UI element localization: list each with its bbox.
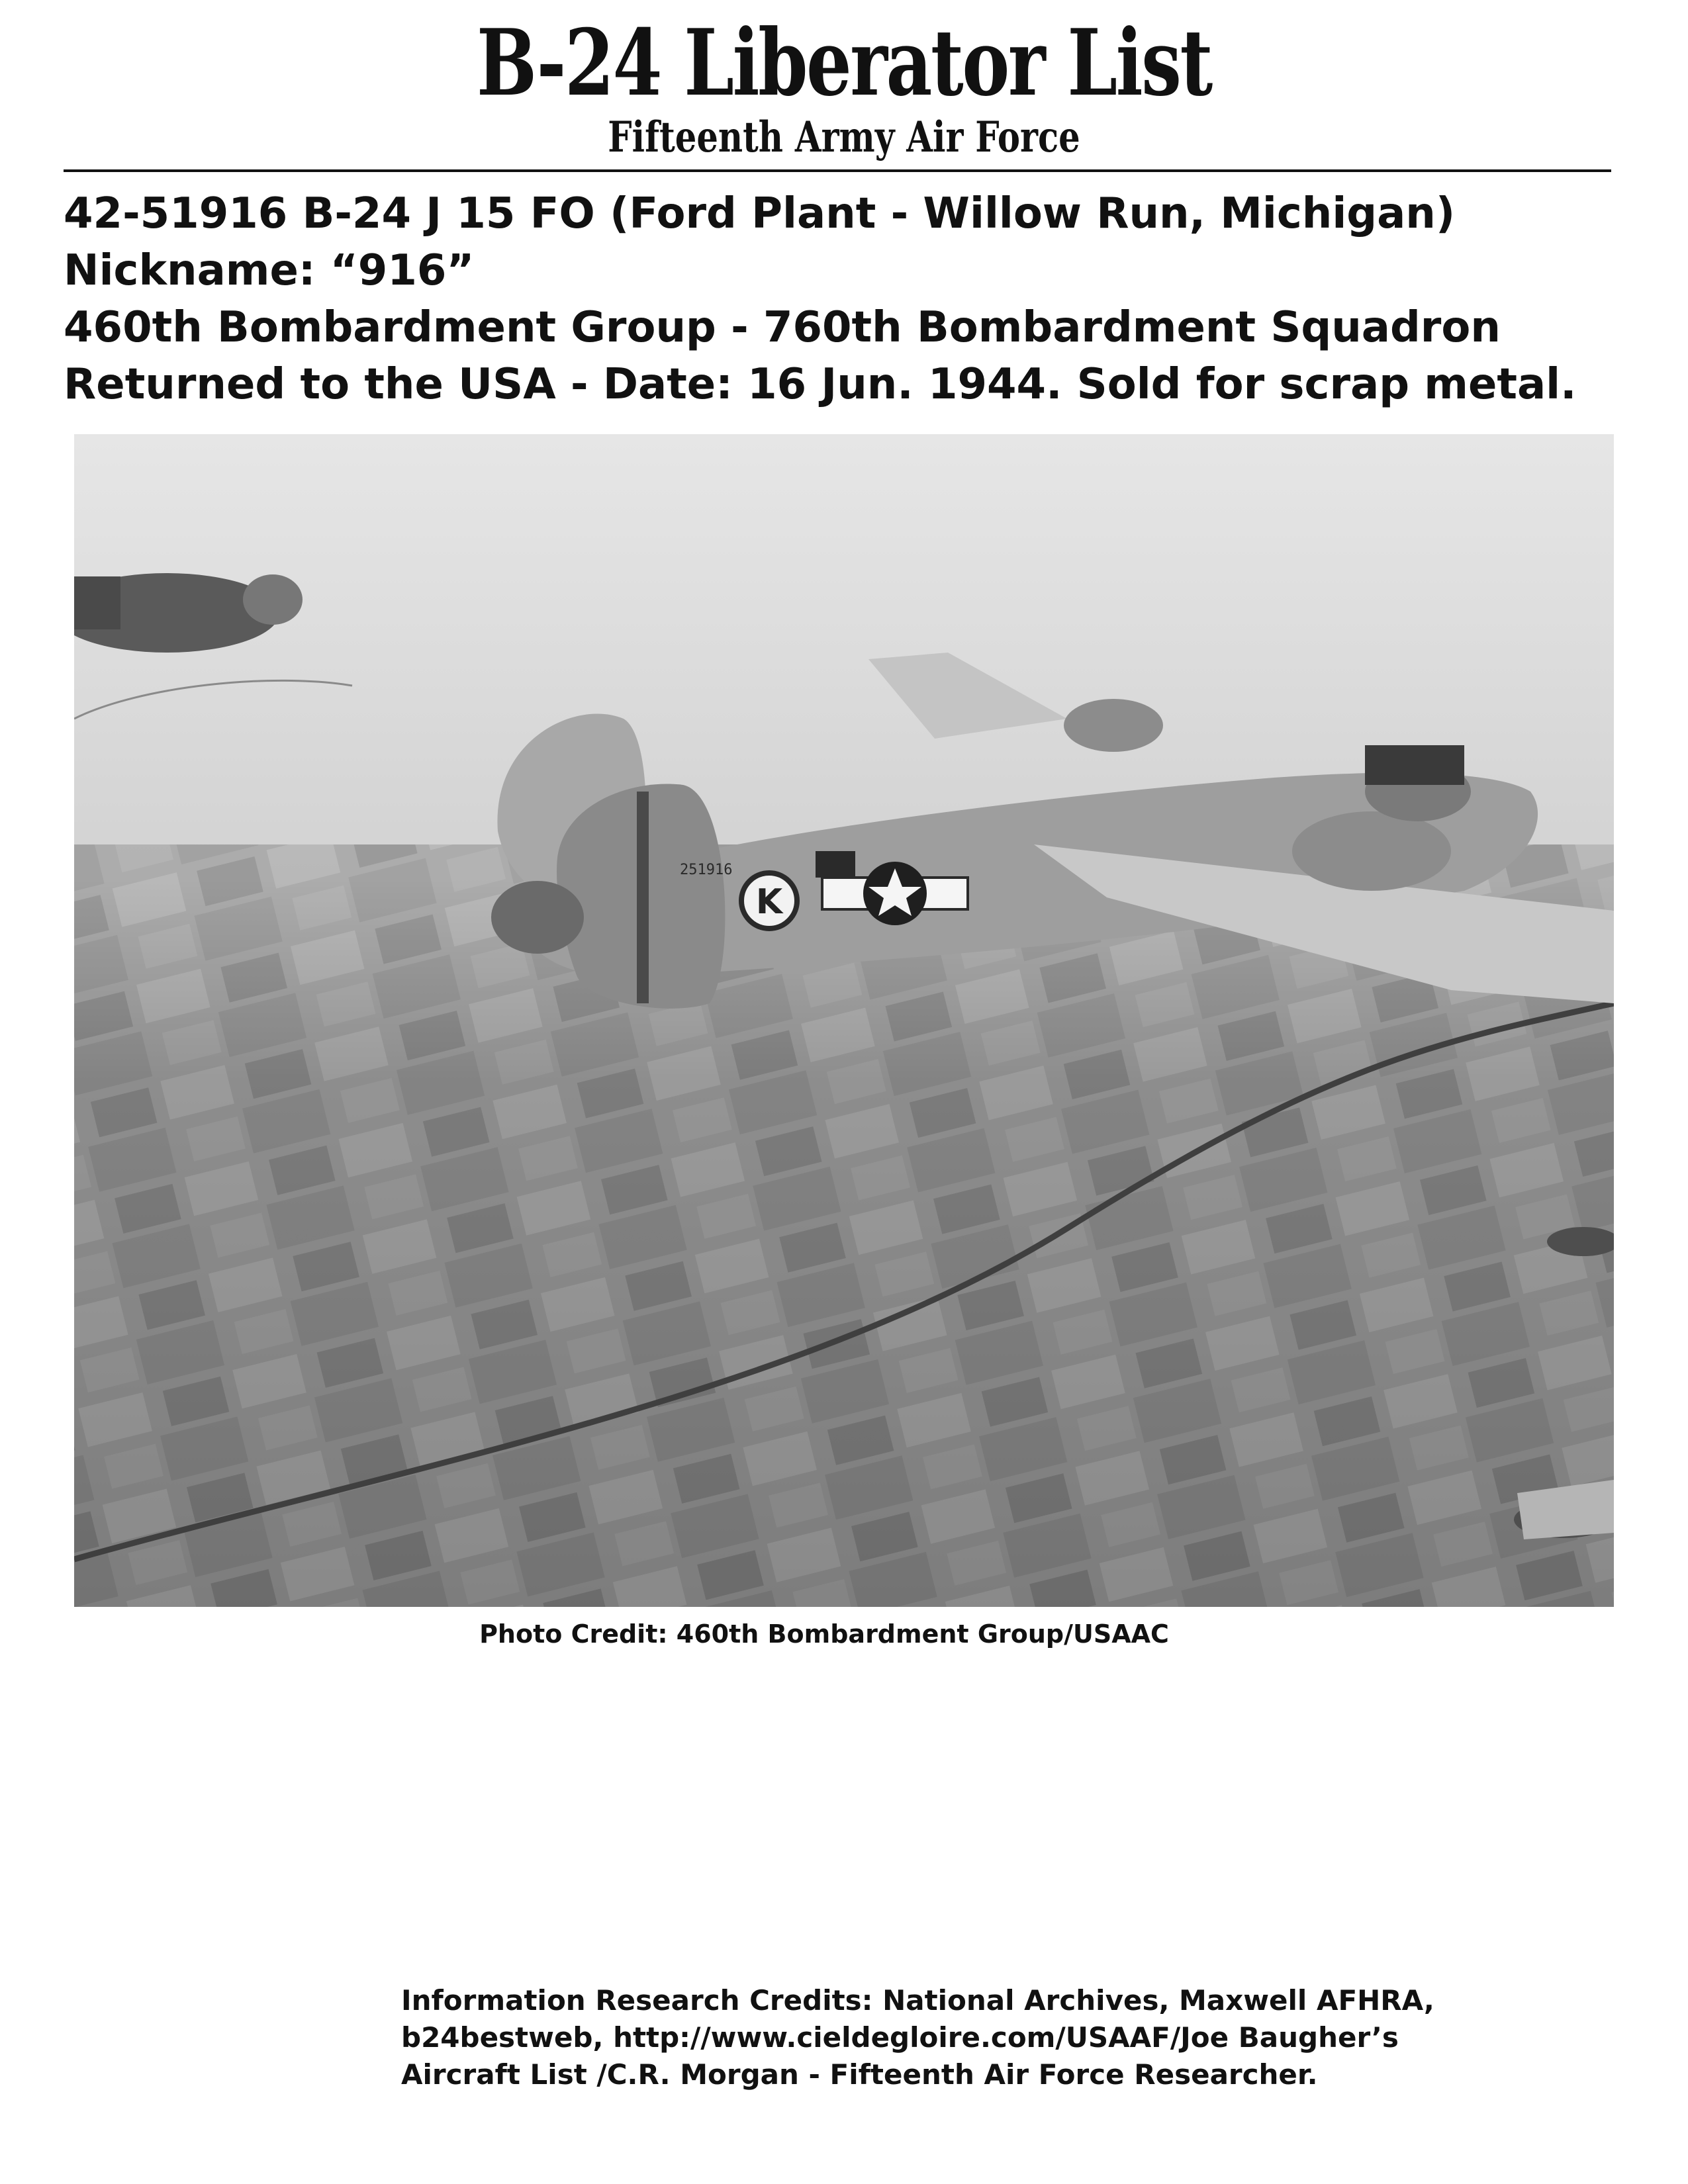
aircraft-info — [64, 185, 1626, 413]
unit-line: 460th Bombardment Group - 760th Bombardment Squadron — [64, 303, 1501, 352]
credit-line: b24bestweb, http://www.cieldegloire.com/USAAF/Joe Baugher’s — [401, 2021, 1399, 2054]
photo-caption: Photo Credit: 460th Bombardment Group/USAAC — [479, 1619, 1169, 1649]
nickname-line: Nickname: “916” — [64, 246, 475, 295]
fate-line: Returned to the USA - Date: 16 Jun. 1944. Sold for scrap metal. — [64, 360, 1577, 409]
page-subtitle: Fifteenth Army Air Force — [608, 113, 1080, 162]
page-title: B-24 Liberator List — [477, 9, 1211, 116]
credit-line: Aircraft List /C.R. Morgan - Fifteenth Air Force Researcher. — [401, 2058, 1318, 2091]
serial-line: 42-51916 B-24 J 15 FO (Ford Plant - Willow Run, Michigan) — [64, 189, 1456, 238]
aircraft-photo — [74, 434, 1614, 1607]
credit-line: Information Research Credits: National Archives, Maxwell AFHRA, — [401, 1984, 1434, 2017]
header-divider — [64, 169, 1611, 172]
research-credits — [401, 1982, 1434, 2093]
tail-number: 251916 — [680, 862, 733, 878]
fuselage-letter: K — [755, 882, 783, 922]
